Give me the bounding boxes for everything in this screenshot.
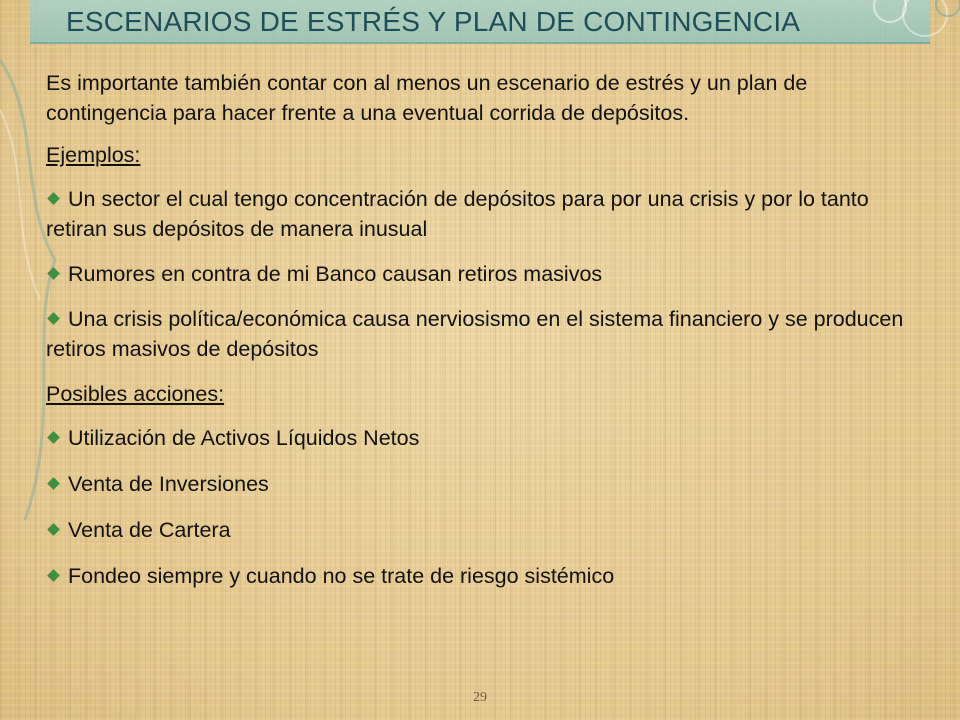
diamond-bullet-icon [47,477,60,490]
diamond-bullet-icon [47,523,60,536]
list-item [46,469,916,499]
examples-heading: Ejemplos: [46,143,141,167]
list-item [46,561,916,591]
list-item-text: Fondeo siempre y cuando no se trate de riesgo sistémico [68,564,615,588]
diamond-bullet-icon [47,192,60,205]
list-item-text: Rumores en contra de mi Banco causan retiros masivos [68,262,603,286]
list-item [46,515,916,545]
list-item [46,304,916,364]
slide-body [46,68,916,607]
list-item-text: Un sector el cual tengo concentración de depósitos para por una crisis y por lo tanto retiran sus depósitos de manera inusual [46,187,869,241]
page-number: 29 [473,690,487,705]
actions-list [46,423,916,591]
diamond-bullet-icon [47,267,60,280]
list-item [46,423,916,453]
list-item-text: Venta de Inversiones [68,472,269,496]
list-item-text: Utilización de Activos Líquidos Netos [68,426,420,450]
examples-list [46,184,916,364]
list-item-text: Una crisis política/económica causa nerviosismo en el sistema financiero y se producen retiros masivos de depósitos [46,307,904,361]
intro-paragraph: Es importante también contar con al menos un escenario de estrés y un plan de contingencia para hacer frente a una eventual corrida de depósitos. [46,71,808,125]
list-item-text: Venta de Cartera [68,518,231,542]
list-item [46,259,916,289]
diamond-bullet-icon [47,569,60,582]
actions-heading: Posibles acciones: [46,382,225,406]
diamond-bullet-icon [47,431,60,444]
slide-title: ESCENARIOS DE ESTRÉS Y PLAN DE CONTINGENCIA [66,6,801,37]
diamond-bullet-icon [47,312,60,325]
list-item [46,184,916,244]
